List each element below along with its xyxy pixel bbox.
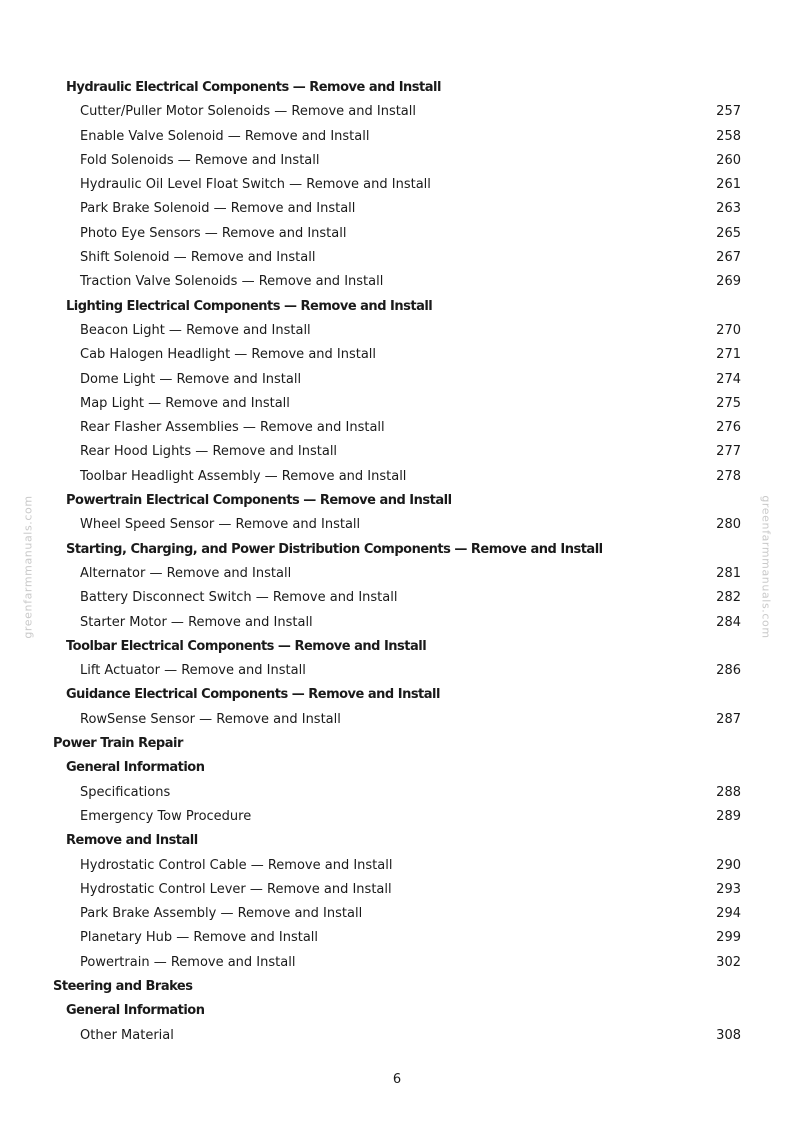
toc-page-number: 263: [716, 201, 741, 217]
toc-entry[interactable]: [0, 854, 794, 878]
toc-entry-title: Toolbar Headlight Assembly — Remove and Install: [80, 468, 407, 484]
toc-page-number: 278: [716, 468, 741, 484]
toc-section-title: Starting, Charging, and Power Distribution Components — Remove and Install: [66, 541, 603, 557]
toc-page-number: 257: [716, 104, 741, 120]
toc-entry[interactable]: [0, 173, 794, 197]
toc-page-number: 287: [716, 711, 741, 727]
toc-entry-title: Starter Motor — Remove and Install: [80, 614, 313, 630]
toc-section: [0, 76, 794, 100]
watermark-left: greenfarmmanuals.com: [21, 495, 35, 639]
toc-section: [0, 295, 794, 319]
toc-page-number: 299: [716, 930, 741, 946]
toc-entry[interactable]: [0, 611, 794, 635]
toc-page-number: 260: [716, 152, 741, 168]
toc-entry[interactable]: [0, 659, 794, 683]
toc-entry[interactable]: [0, 270, 794, 294]
toc-entry-title: Other Material: [80, 1027, 174, 1043]
toc-entry-title: Photo Eye Sensors — Remove and Install: [80, 225, 347, 241]
toc-entry[interactable]: [0, 951, 794, 975]
toc-page-number: 270: [716, 322, 741, 338]
toc-entry[interactable]: [0, 708, 794, 732]
toc-section-title: Guidance Electrical Components — Remove and Install: [66, 687, 440, 703]
toc-entry-title: Fold Solenoids — Remove and Install: [80, 152, 320, 168]
toc-entry-title: Specifications: [80, 784, 171, 800]
toc-entry[interactable]: [0, 319, 794, 343]
toc-entry[interactable]: [0, 343, 794, 367]
toc-entry[interactable]: [0, 100, 794, 124]
toc-entry-title: Alternator — Remove and Install: [80, 565, 292, 581]
toc-page-number: 261: [716, 177, 741, 193]
toc-entry[interactable]: [0, 926, 794, 950]
toc-entry-title: Hydrostatic Control Lever — Remove and Install: [80, 881, 392, 897]
toc-entry-title: Dome Light — Remove and Install: [80, 371, 302, 387]
toc-entry[interactable]: [0, 1024, 794, 1048]
toc-page-number: 281: [716, 565, 741, 581]
toc-entry[interactable]: [0, 440, 794, 464]
toc-page-number: 282: [716, 590, 741, 606]
toc-section-title: Lighting Electrical Components — Remove and Install: [66, 298, 433, 314]
toc-entry[interactable]: [0, 465, 794, 489]
toc-section: [0, 829, 794, 853]
toc-page-number: 277: [716, 444, 741, 460]
toc-page-number: 284: [716, 614, 741, 630]
toc-page-number: 294: [716, 906, 741, 922]
toc-entry-title: Shift Solenoid — Remove and Install: [80, 250, 316, 266]
toc-page-number: 275: [716, 395, 741, 411]
toc-page-number: 280: [716, 517, 741, 533]
toc-entry[interactable]: [0, 562, 794, 586]
table-of-contents: [0, 76, 794, 1048]
toc-page-number: 271: [716, 347, 741, 363]
toc-entry-title: Emergency Tow Procedure: [80, 808, 252, 824]
toc-section: [0, 999, 794, 1023]
toc-section-title: Toolbar Electrical Components — Remove and Install: [66, 638, 427, 654]
toc-entry-title: Battery Disconnect Switch — Remove and Install: [80, 590, 398, 606]
toc-chapter-title: Steering and Brakes: [53, 978, 193, 994]
toc-section-title: Powertrain Electrical Components — Remove and Install: [66, 493, 452, 509]
toc-entry-title: Map Light — Remove and Install: [80, 395, 290, 411]
toc-chapter-title: Power Train Repair: [53, 736, 183, 752]
toc-page-number: 265: [716, 225, 741, 241]
toc-page-number: 288: [716, 784, 741, 800]
toc-entry[interactable]: [0, 586, 794, 610]
toc-entry[interactable]: [0, 416, 794, 440]
toc-page-number: 267: [716, 250, 741, 266]
toc-entry[interactable]: [0, 222, 794, 246]
toc-page-number: 289: [716, 808, 741, 824]
toc-section-title: Hydraulic Electrical Components — Remove and Install: [66, 80, 441, 95]
toc-entry[interactable]: [0, 902, 794, 926]
toc-page-number: 269: [716, 274, 741, 290]
toc-section-title: General Information: [66, 760, 205, 776]
toc-entry[interactable]: [0, 368, 794, 392]
toc-page-number: 302: [716, 954, 741, 970]
toc-page-number: 286: [716, 663, 741, 679]
toc-entry-title: Rear Flasher Assemblies — Remove and Install: [80, 420, 385, 436]
toc-entry-title: Enable Valve Solenoid — Remove and Install: [80, 128, 370, 144]
toc-section: [0, 683, 794, 707]
toc-section: [0, 756, 794, 780]
toc-entry-title: Hydraulic Oil Level Float Switch — Remove and Install: [80, 177, 431, 193]
toc-entry-title: RowSense Sensor — Remove and Install: [80, 711, 341, 727]
toc-entry[interactable]: [0, 878, 794, 902]
toc-section: [0, 635, 794, 659]
toc-entry-title: Rear Hood Lights — Remove and Install: [80, 444, 338, 460]
toc-page-number: 276: [716, 420, 741, 436]
toc-chapter: [0, 975, 794, 999]
toc-page-number: 308: [716, 1027, 741, 1043]
toc-entry[interactable]: [0, 149, 794, 173]
toc-section-title: Remove and Install: [66, 833, 198, 849]
toc-entry[interactable]: [0, 392, 794, 416]
toc-entry-title: Beacon Light — Remove and Install: [80, 322, 311, 338]
toc-entry-title: Cab Halogen Headlight — Remove and Install: [80, 347, 377, 363]
toc-entry[interactable]: [0, 781, 794, 805]
toc-entry[interactable]: [0, 513, 794, 537]
toc-section: [0, 538, 794, 562]
toc-entry-title: Lift Actuator — Remove and Install: [80, 663, 306, 679]
toc-section-title: General Information: [66, 1003, 205, 1019]
toc-page-number: 293: [716, 881, 741, 897]
toc-entry[interactable]: [0, 125, 794, 149]
toc-page-number: 274: [716, 371, 741, 387]
toc-page-number: 290: [716, 857, 741, 873]
toc-entry-title: Hydrostatic Control Cable — Remove and Install: [80, 857, 393, 873]
toc-entry-title: Wheel Speed Sensor — Remove and Install: [80, 517, 361, 533]
watermark-right: greenfarmmanuals.com: [759, 495, 773, 639]
toc-entry-title: Park Brake Solenoid — Remove and Install: [80, 201, 356, 217]
toc-entry-title: Planetary Hub — Remove and Install: [80, 930, 319, 946]
toc-entry-title: Cutter/Puller Motor Solenoids — Remove and Install: [80, 104, 417, 120]
toc-entry-title: Powertrain — Remove and Install: [80, 954, 296, 970]
toc-entry[interactable]: [0, 197, 794, 221]
toc-entry[interactable]: [0, 246, 794, 270]
toc-chapter: [0, 732, 794, 756]
toc-entry-title: Park Brake Assembly — Remove and Install: [80, 906, 363, 922]
page-number: 6: [392, 1072, 402, 1087]
toc-entry[interactable]: [0, 805, 794, 829]
toc-section: [0, 489, 794, 513]
toc-page-number: 258: [716, 128, 741, 144]
toc-entry-title: Traction Valve Solenoids — Remove and Install: [80, 274, 384, 290]
